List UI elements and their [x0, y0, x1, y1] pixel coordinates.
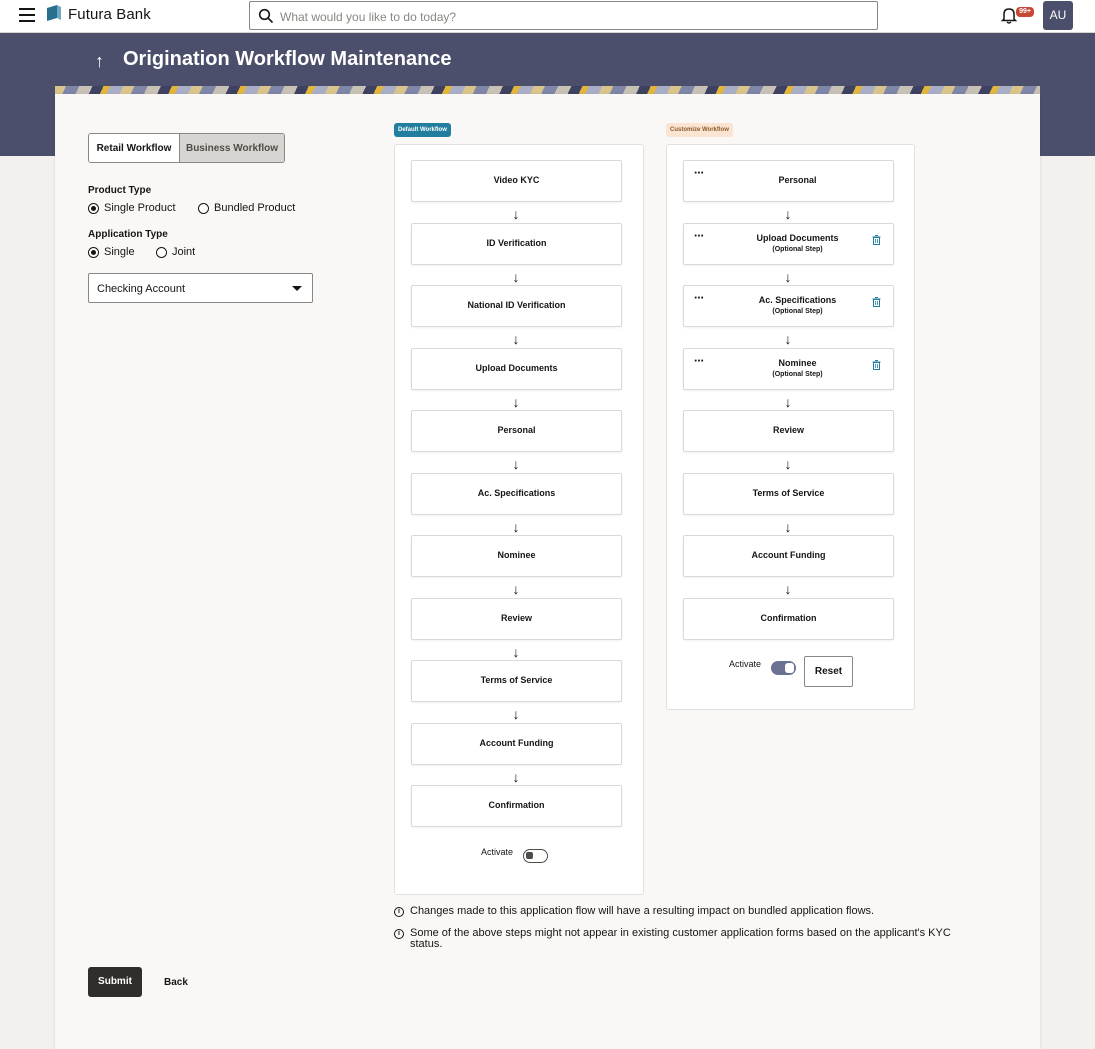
radio-bundled-product[interactable] — [198, 202, 295, 214]
arrow-down-icon: ↓ — [784, 206, 792, 222]
arrow-down-icon: ↓ — [512, 519, 520, 535]
menu-icon[interactable] — [19, 8, 35, 22]
step-optional-label: (Optional Step) — [772, 308, 823, 315]
workflow-tabs — [88, 133, 285, 163]
note-impact — [394, 906, 970, 917]
step-name: Terms of Service — [480, 675, 553, 685]
application-type-label: Application Type — [88, 229, 168, 240]
back-arrow-icon[interactable]: ↑ — [95, 51, 104, 71]
default-workflow-tag: Default Workflow — [394, 123, 451, 137]
default-activate-label: Activate — [481, 847, 514, 857]
page-title: Origination Workflow Maintenance — [123, 48, 452, 70]
back-button[interactable]: Back — [164, 977, 188, 988]
arrow-down-icon: ↓ — [512, 206, 520, 222]
step-name: Personal — [497, 425, 536, 435]
radio-label: Single Product — [104, 202, 176, 214]
caret-down-icon — [292, 286, 302, 291]
step-name: Upload Documents — [475, 363, 558, 373]
radio-label: Bundled Product — [214, 202, 296, 214]
arrow-down-icon: ↓ — [512, 769, 520, 785]
step-name: Nominee — [497, 550, 536, 560]
arrow-down-icon: ↓ — [784, 331, 792, 347]
custom-workflow-tag: Customize Workflow — [666, 123, 733, 137]
radio-single[interactable] — [88, 246, 135, 258]
default-step-card — [411, 785, 622, 827]
default-step-card — [411, 598, 622, 640]
custom-activate-toggle[interactable] — [771, 661, 796, 675]
note-text: Changes made to this application flow will have a resulting impact on bundled application flows. — [410, 905, 875, 917]
custom-step-card — [683, 598, 894, 640]
radio-selected-icon — [88, 247, 99, 258]
step-name: Personal — [778, 175, 817, 185]
note-text: Some of the above steps might not appear in existing customer application forms based on the applicant's KYC status. — [410, 927, 951, 950]
step-name: Review — [772, 425, 805, 435]
default-step-card — [411, 535, 622, 577]
avatar[interactable]: AU — [1043, 1, 1073, 30]
default-step-card — [411, 223, 622, 265]
tab-business-workflow[interactable]: Business Workflow — [180, 134, 284, 162]
product-select[interactable] — [88, 273, 313, 303]
default-step-card — [411, 410, 622, 452]
drag-handle-icon[interactable]: ⋯ — [694, 293, 704, 304]
step-name: Nominee — [778, 358, 817, 368]
arrow-down-icon: ↓ — [512, 581, 520, 597]
product-select-value: Checking Account — [97, 283, 186, 295]
info-icon: i — [394, 907, 404, 917]
tab-retail-workflow[interactable]: Retail Workflow — [89, 134, 180, 162]
custom-step-card[interactable] — [683, 348, 894, 390]
arrow-down-icon: ↓ — [512, 269, 520, 285]
search-placeholder: What would you like to do today? — [280, 10, 457, 24]
note-kyc — [394, 928, 970, 950]
arrow-down-icon: ↓ — [512, 456, 520, 472]
custom-step-card[interactable] — [683, 285, 894, 327]
radio-single-product[interactable] — [88, 202, 176, 214]
step-name: Ac. Specifications — [758, 295, 837, 305]
radio-label: Joint — [172, 246, 196, 258]
step-name: Video KYC — [493, 175, 540, 185]
default-step-card — [411, 160, 622, 202]
custom-step-card[interactable] — [683, 223, 894, 265]
radio-unselected-icon — [198, 203, 209, 214]
custom-step-card — [683, 410, 894, 452]
brand-name: Futura Bank — [68, 6, 151, 23]
trash-icon[interactable] — [872, 235, 881, 245]
arrow-down-icon: ↓ — [784, 394, 792, 410]
custom-activate-label: Activate — [729, 659, 762, 669]
info-icon: i — [394, 929, 404, 939]
header-decoration — [55, 86, 1040, 94]
step-optional-label: (Optional Step) — [772, 371, 823, 378]
drag-handle-icon[interactable]: ⋯ — [694, 356, 704, 367]
step-name: Account Funding — [479, 738, 554, 748]
default-step-card — [411, 660, 622, 702]
arrow-down-icon: ↓ — [784, 269, 792, 285]
custom-step-card — [683, 473, 894, 515]
reset-button[interactable]: Reset — [804, 656, 853, 687]
search-icon — [258, 8, 274, 24]
step-name: Confirmation — [760, 613, 817, 623]
submit-button[interactable]: Submit — [88, 967, 142, 997]
radio-joint[interactable] — [156, 246, 195, 258]
step-name: Confirmation — [488, 800, 545, 810]
custom-step-card[interactable] — [683, 160, 894, 202]
step-name: Account Funding — [751, 550, 826, 560]
arrow-down-icon: ↓ — [784, 581, 792, 597]
arrow-down-icon: ↓ — [512, 331, 520, 347]
drag-handle-icon[interactable]: ⋯ — [694, 231, 704, 242]
step-optional-label: (Optional Step) — [772, 246, 823, 253]
bank-logo-icon — [46, 5, 62, 23]
radio-selected-icon — [88, 203, 99, 214]
drag-handle-icon[interactable]: ⋯ — [694, 168, 704, 179]
step-name: ID Verification — [486, 238, 547, 248]
notification-count-badge: 99+ — [1016, 7, 1034, 17]
trash-icon[interactable] — [872, 297, 881, 307]
arrow-down-icon: ↓ — [512, 706, 520, 722]
search-input[interactable] — [249, 1, 878, 30]
arrow-down-icon: ↓ — [784, 519, 792, 535]
default-step-card — [411, 285, 622, 327]
trash-icon[interactable] — [872, 360, 881, 370]
product-type-label: Product Type — [88, 185, 152, 196]
step-name: Ac. Specifications — [477, 488, 556, 498]
step-name: Terms of Service — [752, 488, 825, 498]
default-activate-toggle[interactable] — [523, 849, 548, 863]
top-bar — [0, 0, 1095, 33]
step-name: National ID Verification — [467, 300, 566, 310]
custom-step-card — [683, 535, 894, 577]
default-step-card — [411, 723, 622, 765]
arrow-down-icon: ↓ — [512, 394, 520, 410]
arrow-down-icon: ↓ — [512, 644, 520, 660]
default-step-card — [411, 473, 622, 515]
step-name: Upload Documents — [756, 233, 839, 243]
radio-label: Single — [104, 246, 135, 258]
radio-unselected-icon — [156, 247, 167, 258]
default-step-card — [411, 348, 622, 390]
step-name: Review — [500, 613, 533, 623]
arrow-down-icon: ↓ — [784, 456, 792, 472]
